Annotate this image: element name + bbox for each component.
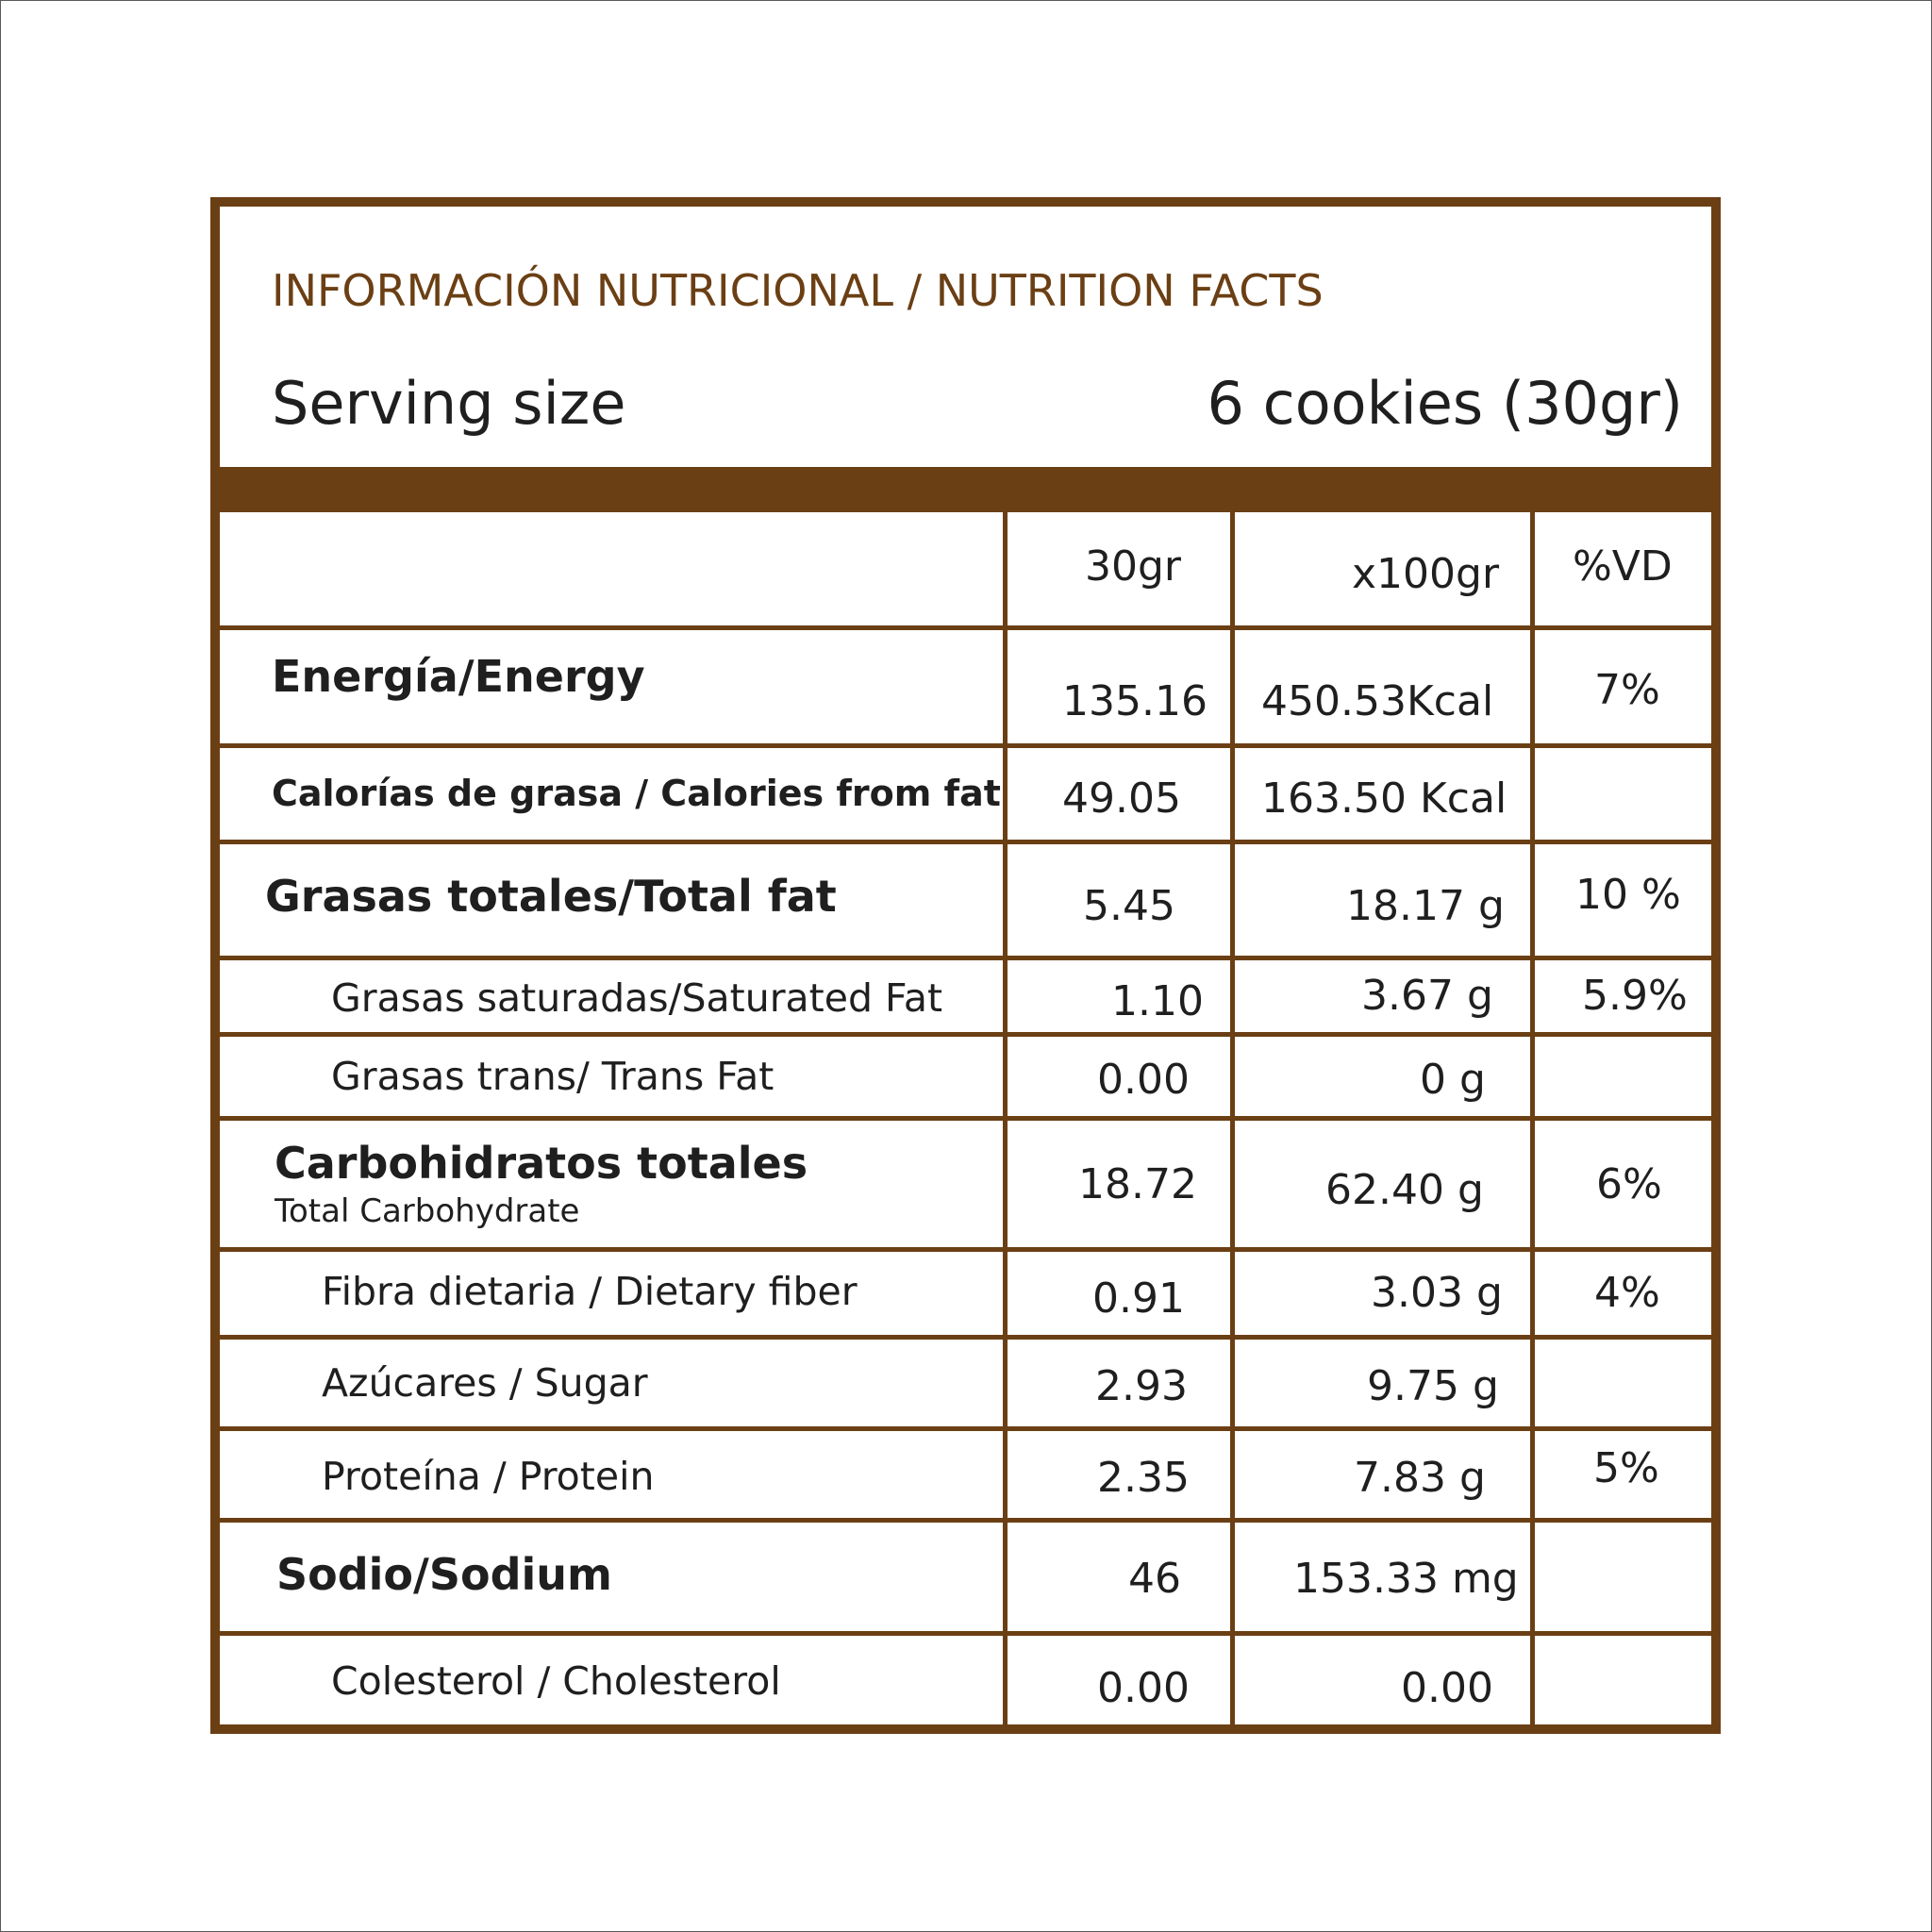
column-header-30gr: 30gr (1085, 542, 1182, 591)
table-row (220, 960, 1711, 1032)
value-100gr: 9.75 g (1367, 1362, 1499, 1410)
row-label: Fibra dietaria / Dietary fiber (322, 1269, 858, 1314)
value-30gr: 2.93 (1095, 1362, 1188, 1410)
value-vd: 4% (1594, 1269, 1660, 1317)
row-label: Energía/Energy (272, 651, 645, 702)
row-label: Sodio/Sodium (276, 1549, 612, 1600)
value-vd: 10 % (1575, 871, 1681, 919)
panel-title: INFORMACIÓN NUTRICIONAL / NUTRITION FACTS (272, 265, 1324, 316)
row-label: Grasas trans/ Trans Fat (331, 1054, 774, 1099)
nutrition-table (220, 512, 1711, 1724)
value-vd: 6% (1596, 1160, 1662, 1208)
row-label: Grasas saturadas/Saturated Fat (331, 975, 943, 1021)
table-row (220, 748, 1711, 840)
table-row (220, 1121, 1711, 1247)
value-100gr: 163.50 Kcal (1261, 774, 1507, 823)
value-100gr: 3.67 g (1361, 972, 1493, 1020)
value-100gr: 7.83 g (1354, 1454, 1486, 1502)
value-30gr: 18.72 (1078, 1160, 1197, 1208)
value-100gr: 450.53Kcal (1261, 677, 1494, 725)
table-row (220, 1431, 1711, 1518)
value-30gr: 0.00 (1097, 1664, 1190, 1712)
value-30gr: 0.91 (1092, 1274, 1185, 1323)
table-row (220, 1523, 1711, 1631)
value-30gr: 46 (1128, 1555, 1181, 1603)
table-row (220, 1252, 1711, 1335)
value-30gr: 5.45 (1083, 882, 1175, 930)
row-label: Azúcares / Sugar (322, 1360, 648, 1406)
value-30gr: 49.05 (1062, 774, 1181, 823)
table-row (220, 1340, 1711, 1426)
value-vd: 7% (1594, 666, 1660, 714)
nutrition-facts-panel (210, 197, 1721, 1734)
value-100gr: 62.40 g (1325, 1166, 1484, 1214)
value-100gr: 0.00 (1401, 1664, 1493, 1712)
value-vd: 5% (1593, 1444, 1659, 1492)
table-row (220, 1037, 1711, 1116)
value-30gr: 135.16 (1062, 677, 1208, 725)
column-header-100gr: x100gr (1352, 550, 1500, 598)
divider-bar (220, 467, 1711, 512)
value-100gr: 3.03 g (1371, 1269, 1503, 1317)
value-100gr: 153.33 mg (1293, 1555, 1519, 1603)
row-label: Proteína / Protein (322, 1454, 655, 1499)
row-label: Carbohidratos totales (275, 1138, 808, 1189)
column-header-vd: %VD (1573, 542, 1673, 591)
value-100gr: 0 g (1420, 1056, 1486, 1104)
row-sublabel: Total Carbohydrate (275, 1192, 580, 1230)
value-30gr: 1.10 (1111, 977, 1204, 1025)
row-label: Calorías de grasa / Calories from fat (272, 773, 1001, 814)
row-label: Grasas totales/Total fat (265, 871, 837, 922)
serving-size-label: Serving size (272, 369, 626, 438)
value-vd: 5.9% (1582, 972, 1688, 1020)
value-100gr: 18.17 g (1346, 882, 1505, 930)
value-30gr: 0.00 (1097, 1056, 1190, 1104)
table-row (220, 1636, 1711, 1734)
row-label: Colesterol / Cholesterol (331, 1658, 781, 1704)
table-row (220, 844, 1711, 956)
serving-size-value: 6 cookies (30gr) (1207, 369, 1683, 438)
table-row (220, 630, 1711, 743)
value-30gr: 2.35 (1097, 1454, 1190, 1502)
table-header-row (220, 512, 1711, 625)
